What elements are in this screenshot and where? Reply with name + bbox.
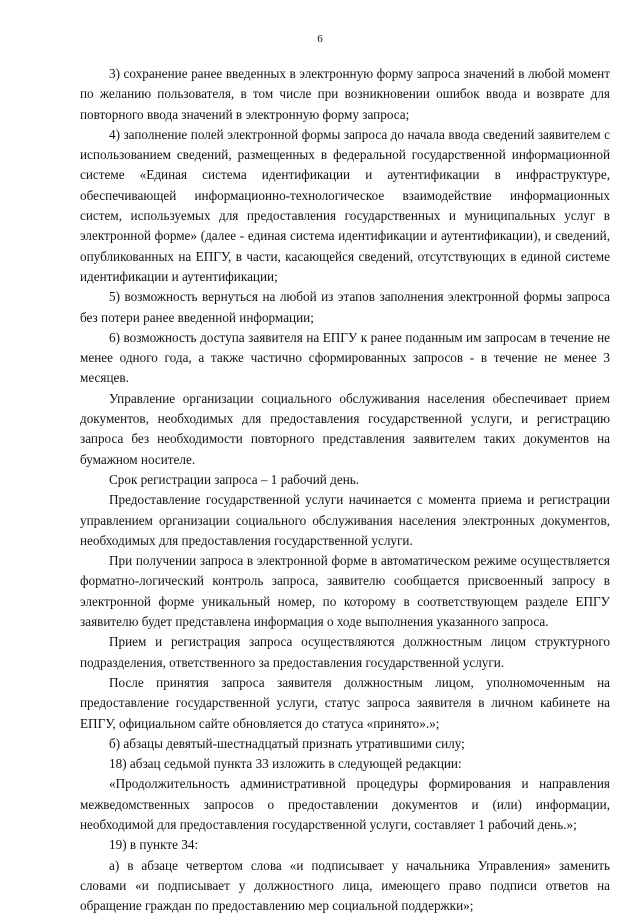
- paragraph-status-update: После принятия запроса заявителя должностным лицом, уполномоченным на предоставление государственной услуги, статус запроса заявителя в личном кабинете на ЕПГУ, официальном сайте обновляется до статуса «принято».»;: [80, 674, 610, 731]
- paragraph-registration-term: Срок регистрации запроса – 1 рабочий день.: [109, 471, 360, 487]
- paragraph-electronic-control: При получении запроса в электронной форме в автоматическом режиме осуществляется форматно-логический контроль запроса, заявителю сообщается присвоенный запросу в электронной форме уникальный номер, по которому в соответствующем разделе ЕПГУ заявителю будет представлена информация о ходе выполнения указанного запроса.: [80, 553, 610, 630]
- paragraph-item-19: 19) в пункте 34:: [109, 837, 199, 853]
- page-number: 6: [317, 33, 323, 45]
- paragraph-item-5: 5) возможность вернуться на любой из этапов заполнения электронной формы запроса без потери ранее введенной информации;: [80, 289, 610, 325]
- paragraph-reception-official: Прием и регистрация запроса осуществляются должностным лицом структурного подразделения, ответственного за предоставления государственной услуги.: [80, 634, 610, 670]
- paragraph-reception: Управление организации социального обслуживания населения обеспечивает прием документов, необходимых для предоставления государственной услуги, и регистрацию запроса без необходимости повторного представления заявителем таких документов на бумажном носителе.: [80, 390, 610, 467]
- paragraph-amendment-a: а) в абзаце четвертом слова «и подписывает у начальника Управления» заменить словами «и подписывает у должностного лица, имеющего право подписи ответов на обращение граждан по предоставлению мер социальной поддержки»;: [80, 857, 610, 914]
- paragraph-item-6: 6) возможность доступа заявителя на ЕПГУ к ранее поданным им запросам в течение не менее одного года, а также частично сформированных запросов - в течение не менее 3 месяцев.: [80, 329, 610, 386]
- paragraph-item-4: 4) заполнение полей электронной формы запроса до начала ввода сведений заявителем с использованием сведений, размещенных в федеральной государственной информационной системе «Единая система идентификации и аутентификации в инфраструктуре, обеспечивающей информационно-технологическое взаимодействие информационных систем, используемых для предоставления государственных и муниципальных услуг в электронной форме» (далее - единая система идентификации и аутентификации), и сведений, опубликованных на ЕПГУ, в части, касающейся сведений, отсутствующих в единой системе идентификации и аутентификации;: [80, 126, 610, 284]
- document-body: [80, 64, 610, 916]
- paragraph-quote-duration: «Продолжительность административной процедуры формирования и направления межведомственных запросов о предоставлении документов и (или) информации, необходимой для предоставления государственной услуги, составляет 1 рабочий день.»;: [80, 776, 610, 832]
- paragraph-item-18: 18) абзац седьмой пункта 33 изложить в следующей редакции:: [109, 756, 462, 772]
- paragraph-amendment-b: б) абзацы девятый-шестнадцатый признать утратившими силу;: [109, 735, 465, 751]
- paragraph-service-start: Предоставление государственной услуги начинается с момента приема и регистрации управлением организации социального обслуживания населения электронных документов, необходимых для предоставления государственной услуги.: [80, 492, 610, 548]
- paragraph-item-3: 3) сохранение ранее введенных в электронную форму запроса значений в любой момент по желанию пользователя, в том числе при возникновении ошибок ввода и возврате для повторного ввода значений в электронную форму запроса;: [80, 66, 610, 122]
